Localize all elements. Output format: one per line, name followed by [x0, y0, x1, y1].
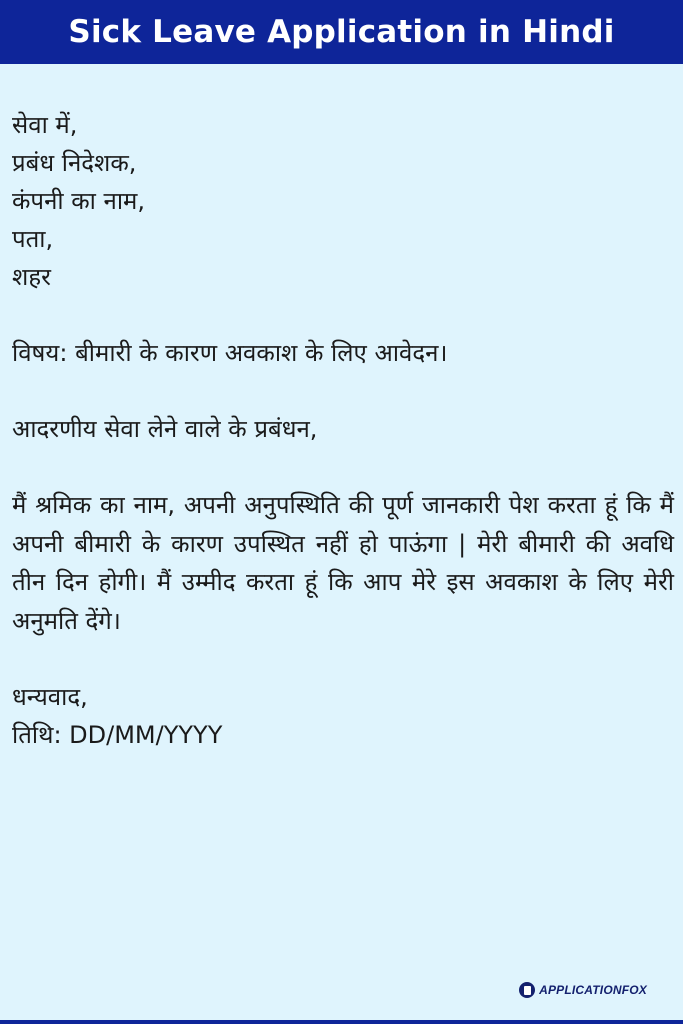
address-line: शहर	[12, 263, 51, 291]
footer-bar	[0, 1020, 683, 1024]
letter-body	[12, 106, 674, 754]
salutation: आदरणीय सेवा लेने वाले के प्रबंधन,	[12, 415, 318, 443]
subject-line: विषय: बीमारी के कारण अवकाश के लिए आवेदन।	[12, 339, 448, 367]
spacer	[12, 448, 674, 486]
recipient-address	[12, 106, 674, 296]
brand-name: APPLICATIONFOX	[539, 983, 647, 997]
address-line: प्रबंध निदेशक,	[12, 149, 137, 177]
body-paragraph: मैं श्रमिक का नाम, अपनी अनुपस्थिति की पूर्ण जानकारी पेश करता हूं कि मैं अपनी बीमारी के कारण उपस्थित नहीं हो पाऊंगा | मेरी बीमारी की अवधि तीन दिन होगी। मैं उम्मीद करता हूं कि आप मेरे इस अवकाश के लिए मेरी अनुमति देंगे।	[12, 491, 674, 635]
spacer	[12, 640, 674, 678]
page-title: Sick Leave Application in Hindi	[68, 14, 615, 50]
brand-logo	[519, 982, 647, 998]
address-line: कंपनी का नाम,	[12, 187, 146, 215]
document-icon	[519, 982, 535, 998]
header-banner	[0, 0, 683, 64]
address-line: पता,	[12, 225, 54, 253]
closing: धन्यवाद,	[12, 683, 88, 711]
spacer	[12, 296, 674, 334]
address-line: सेवा में,	[12, 111, 78, 139]
date-line: तिथि: DD/MM/YYYY	[12, 721, 223, 749]
spacer	[12, 372, 674, 410]
